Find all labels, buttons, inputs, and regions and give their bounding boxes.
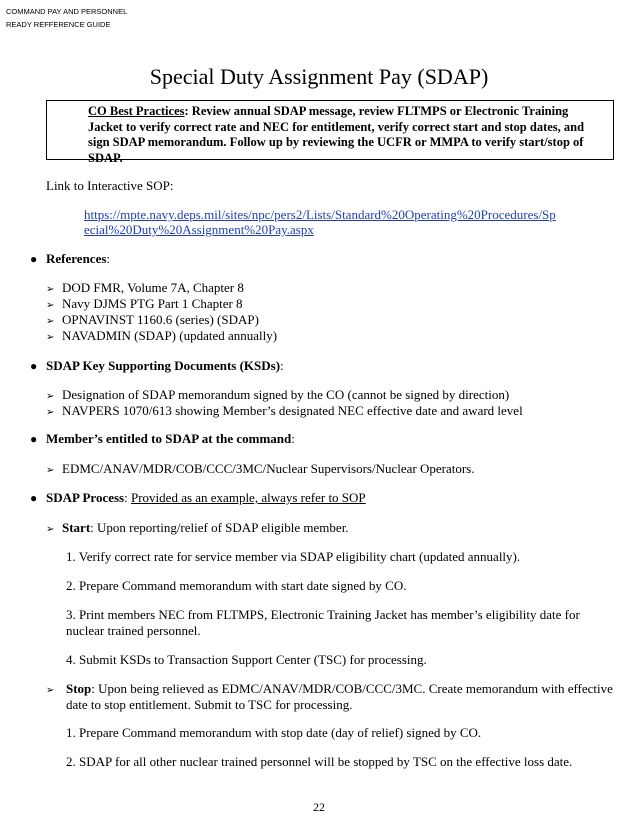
arrow-icon: ➢ xyxy=(46,524,55,535)
stop-arrow xyxy=(46,681,62,699)
arrow-icon: ➢ xyxy=(46,300,55,311)
bullet-icon: ● xyxy=(30,252,38,266)
page-number: 22 xyxy=(313,800,325,814)
entitled-heading: Member’s entitled to SDAP at the command: xyxy=(46,431,295,446)
arrow-icon: ➢ xyxy=(46,284,55,295)
running-header xyxy=(6,5,127,31)
arrow-icon: ➢ xyxy=(46,465,55,476)
arrow-icon: ➢ xyxy=(46,407,55,418)
page-title: Special Duty Assignment Pay (SDAP) xyxy=(149,64,489,89)
sop-link-line-2[interactable]: ecial%20Duty%20Assignment%20Pay.aspx xyxy=(84,222,314,237)
list-item: ➢ DOD FMR, Volume 7A, Chapter 8 xyxy=(46,280,244,298)
list-item: ➢ NAVADMIN (SDAP) (updated annually) xyxy=(46,328,277,346)
bullet-icon: ● xyxy=(30,491,38,505)
start-step-3: 3. Print members NEC from FLTMPS, Electronic Training Jacket has member’s eligibility date for nuclear trained personnel. xyxy=(66,607,580,638)
list-item: ➢ NAVPERS 1070/613 showing Member’s designated NEC effective date and award level xyxy=(46,403,523,421)
best-practices-box xyxy=(46,100,614,165)
list-item: ➢ Navy DJMS PTG Part 1 Chapter 8 xyxy=(46,296,243,314)
start-step-1: 1. Verify correct rate for service member via SDAP eligibility chart (updated annually). xyxy=(66,549,521,564)
bullet-icon: ● xyxy=(30,432,38,446)
best-practices-text: : Review annual SDAP message, review FLTMPS or Electronic Training Jacket to verify correct rate and NEC for entitlement, verify correct start and stop dates, and sign SDAP memorandum. Follow up by reviewing the UCFR or MMPA to verify start/stop of SDAP. xyxy=(88,104,585,165)
references-heading: References: xyxy=(46,251,111,266)
stop-step-1: 1. Prepare Command memorandum with stop date (day of relief) signed by CO. xyxy=(66,725,482,740)
list-item: ➢ Designation of SDAP memorandum signed by the CO (cannot be signed by direction) xyxy=(46,387,509,405)
arrow-icon: ➢ xyxy=(46,391,55,402)
header-line-1: COMMAND PAY AND PERSONNEL xyxy=(6,7,128,16)
start-step-4: 4. Submit KSDs to Transaction Support Center (TSC) for processing. xyxy=(66,652,427,667)
start-step-2: 2. Prepare Command memorandum with start date signed by CO. xyxy=(66,578,407,593)
arrow-icon: ➢ xyxy=(46,316,55,327)
stop-step-2: 2. SDAP for all other nuclear trained personnel will be stopped by TSC on the effective loss date. xyxy=(66,754,573,769)
arrow-icon: ➢ xyxy=(46,685,55,696)
process-heading: SDAP Process: Provided as an example, always refer to SOP xyxy=(46,490,366,505)
arrow-icon: ➢ xyxy=(46,332,55,343)
stop-item: Stop: Upon being relieved as EDMC/ANAV/MDR/COB/CCC/3MC. Create memorandum with effective date to stop entitlement. Submit to TSC for processing. xyxy=(66,681,613,712)
sop-link-line-1[interactable]: https://mpte.navy.deps.mil/sites/npc/pers2/Lists/Standard%20Operating%20Procedures/Sp xyxy=(84,207,556,222)
start-item: ➢ Start: Upon reporting/relief of SDAP eligible member. xyxy=(46,520,349,538)
list-item: ➢ EDMC/ANAV/MDR/COB/CCC/3MC/Nuclear Supervisors/Nuclear Operators. xyxy=(46,461,474,479)
sop-label: Link to Interactive SOP: xyxy=(46,178,174,193)
best-practices-label: CO Best Practices xyxy=(88,104,185,118)
list-item: ➢ OPNAVINST 1160.6 (series) (SDAP) xyxy=(46,312,259,330)
bullet-icon: ● xyxy=(30,359,38,373)
header-line-2: READY REFFERENCE GUIDE xyxy=(6,20,111,29)
ksds-heading: SDAP Key Supporting Documents (KSDs): xyxy=(46,358,284,373)
